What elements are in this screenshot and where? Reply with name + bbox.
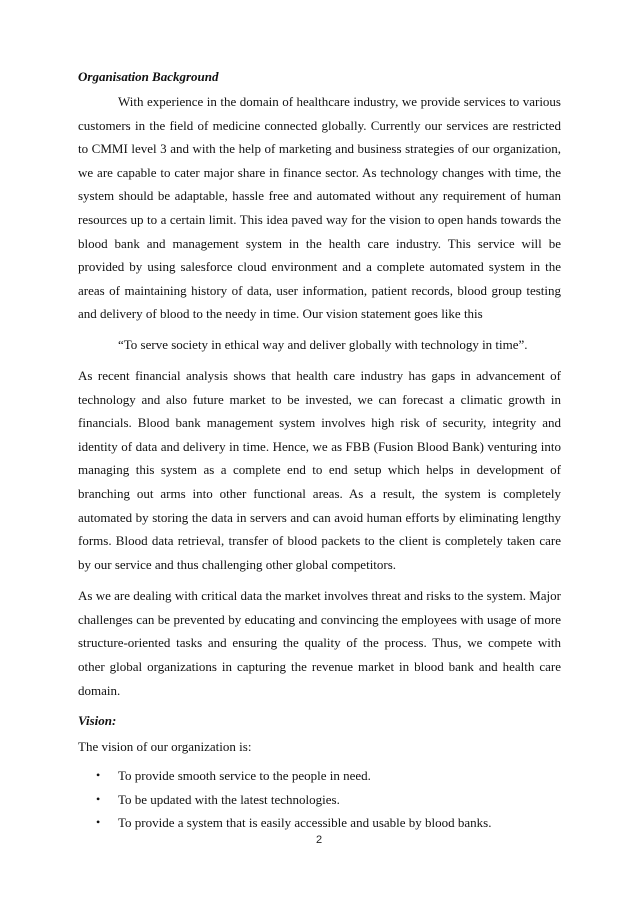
paragraph-3: As we are dealing with critical data the market involves threat and risks to the system. Major challenges can be prevented by educating and convincing the employees with usage of more structure-oriented tasks and ensuring the quality of the process. Thus, we compete with other global organizations in capturing the revenue market in blood bank and health care domain. [78,588,561,698]
list-item-text: To be updated with the latest technologies. [118,791,340,807]
section-heading: Organisation Background [78,69,219,84]
vision-list [78,764,561,835]
vision-heading: Vision: [78,713,117,729]
list-item [78,788,561,812]
bullet-icon: • [96,815,101,830]
bullet-icon: • [96,768,101,783]
paragraph-1: With experience in the domain of healthcare industry, we provide services to various customers in the field of medicine connected globally. Currently our services are restricted to CMMI level 3 and with the help of marketing and business strategies of our organization, we are capable to cater major share in finance sector. As technology changes with time, the system should be adaptable, hassle free and automated without any requirement of human resources up to a certain limit. This idea paved way for the vision to open hands towards the blood bank and management system in the health care industry. This service will be provided by using salesforce cloud environment and a complete automated system in the areas of maintaining history of data, user information, patient records, blood group testing and delivery of blood to the needy in time. Our vision statement goes like this [78,94,561,322]
list-item-text: To provide smooth service to the people in need. [118,768,371,784]
list-item [78,764,561,788]
document-page [78,66,561,835]
list-item [78,811,561,835]
vision-statement-quote: “To serve society in ethical way and deliver globally with technology in time”. [118,336,528,352]
page-number: 2 [315,834,323,846]
vision-intro: The vision of our organization is: [78,739,252,755]
paragraph-2: As recent financial analysis shows that health care industry has gaps in advancement of technology and also future market to be invested, we can forecast a climatic growth in financials. Blood bank management system involves high risk of security, integrity and identity of data and delivery in time. Hence, we as FBB (Fusion Blood Bank) venturing into managing this system as a complete end to end setup which helps in development of branching out arms into other functional areas. As a result, the system is completely automated by storing the data in servers and can avoid human efforts by eliminating lengthy forms. Blood data retrieval, transfer of blood packets to the client is completely taken care by our service and thus challenging other global competitors. [78,367,561,572]
list-item-text: To provide a system that is easily accessible and usable by blood banks. [118,815,492,831]
bullet-icon: • [96,791,101,806]
